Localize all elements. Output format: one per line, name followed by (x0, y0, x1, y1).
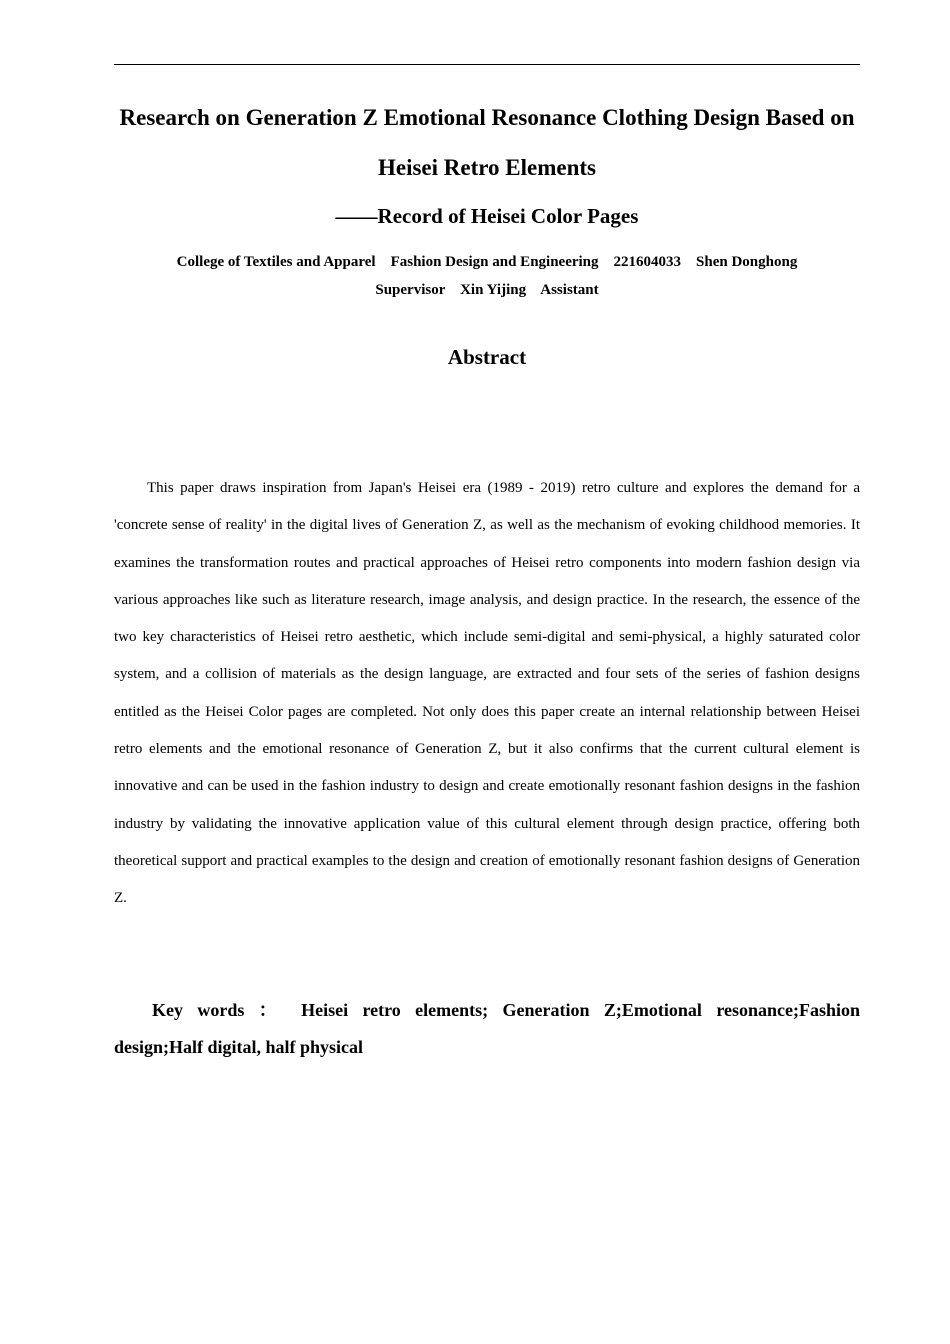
supervisor-name: Xin Yijing (460, 282, 527, 298)
keywords-label: Key words ： (152, 1000, 287, 1020)
student-id: 221604033 (613, 254, 682, 270)
abstract-body: This paper draws inspiration from Japan's Heisei era (1989 - 2019) retro culture and explores the demand for a 'concrete sense of reality' in the digital lives of Generation Z, as well as the mechanism of evoking childhood memories. It examines the transformation routes and practical approaches of Heisei retro components into modern fashion design via various approaches like such as literature research, image analysis, and design practice. In the research, the essence of the two key characteristics of Heisei retro aesthetic, which include semi-digital and semi-physical, a highly saturated color system, and a collision of materials as the design language, are extracted and four sets of the series of fashion designs entitled as the Heisei Color pages are completed. Not only does this paper create an internal relationship between Heisei retro elements and the emotional resonance of Generation Z, but it also confirms that the current cultural element is innovative and can be used in the fashion industry to design and create emotionally resonant fashion designs in the fashion industry by validating the innovative application value of this cultural element through design practice, offering both theoretical support and practical examples to the design and creation of emotionally resonant fashion designs of Generation Z. (114, 480, 860, 907)
paper-subtitle: ——Record of Heisei Color Pages (335, 204, 639, 228)
keywords-text: Heisei retro elements; Generation Z;Emotional resonance;Fashion design;Half digital, half physical (114, 1000, 861, 1057)
header-rule (114, 64, 860, 65)
affiliation-line-1 (100, 248, 874, 276)
supervisor-label: Supervisor (375, 282, 446, 298)
abstract-heading: Abstract (447, 345, 527, 369)
author-name: Shen Donghong (696, 254, 798, 270)
author-affiliation (100, 248, 874, 304)
keywords-paragraph (114, 992, 860, 1066)
paper-title: Research on Generation Z Emotional Resonance Clothing Design Based on Heisei Retro Elements (119, 105, 855, 180)
major-name: Fashion Design and Engineering (390, 254, 599, 270)
college-name: College of Textiles and Apparel (176, 254, 376, 270)
supervisor-title: Assistant (540, 282, 599, 298)
affiliation-line-2 (100, 276, 874, 304)
